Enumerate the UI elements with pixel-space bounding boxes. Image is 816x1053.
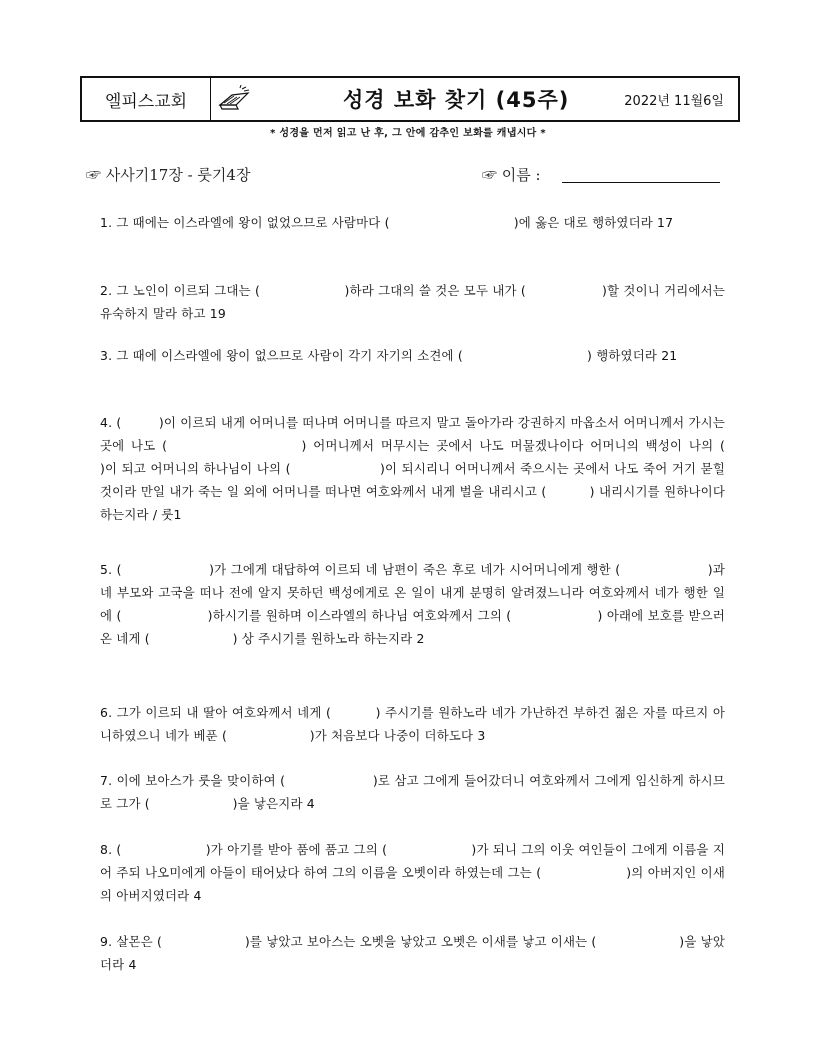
instruction-text: * 성경을 먼저 읽고 난 후, 그 안에 감추인 보화를 캐냅시다 * bbox=[270, 128, 546, 139]
question-9: 9. 살몬은 ( )를 낳았고 보아스는 오벳을 낳았고 오벳은 이새를 낳고 이새는 ( )을 낳았더라 4 bbox=[100, 934, 725, 972]
reading-range: ☞ 사사기17장 - 룻기4장 bbox=[86, 166, 251, 184]
question-2: 2. 그 노인이 이르되 그대는 ( )하라 그대의 쓸 것은 모두 내가 ( )할 것이니 거리에서는 유숙하지 말라 하고 19 bbox=[100, 283, 730, 321]
question-8: 8. ( )가 아기를 받아 품에 품고 그의 ( )가 되니 그의 이웃 여인들이 그에게 이름을 지어 주되 나오미에게 아들이 태어났다 하여 그의 이름을 오벳이라 하였는데 그는 ( )의 아버지인 이새의 아버지였더라 4 bbox=[100, 842, 725, 903]
name-field-line[interactable] bbox=[562, 181, 720, 183]
question-4: 4. ( )이 이르되 내게 어머니를 떠나며 어머니를 따르지 말고 돌아가라 강권하지 마옵소서 어머니께서 가시는 곳에 나도 ( ) 어머니께서 머무시는 곳에서 나도 머물겠나이다 어머니의 백성이 나의 ( )이 되고 어머니의 하나님이 나의 ( )이 되시리니 어머니께서 죽으시는 곳에서 나도 죽어 거기 묻힐 것이라 만일 내가 죽는 일 외에 어머니를 떠나면 여호와께서 내게 벌을 내리시고 ( ) 내리시기를 원하나이다 하는지라 / 룻1 bbox=[100, 415, 808, 522]
question-7: 7. 이에 보아스가 룻을 맞이하여 ( )로 삼고 그에게 들어갔더니 여호와께서 그에게 임신하게 하시므로 그가 ( )을 낳은지라 4 bbox=[100, 773, 725, 811]
question-6: 6. 그가 이르되 내 딸아 여호와께서 네게 ( ) 주시기를 원하노라 네가 가난하건 부하건 젊은 자를 따르지 아니하였으니 네가 베푼 ( )가 처음보다 나중이 더하도다 3 bbox=[100, 705, 725, 743]
question-1: 1. 그 때에는 이스라엘에 왕이 없었으므로 사람마다 ( )에 옳은 대로 행하였더라 17 bbox=[100, 215, 674, 230]
question-5: 5. ( )가 그에게 대답하여 이르되 네 남편이 죽은 후로 네가 시어머니에게 행한 ( )과 네 부모와 고국을 떠나 전에 알지 못하던 백성에게로 온 일이 내게 분명히 알려졌느니라 여호와께서 네가 행한 일에 ( )하시기를 원하며 이스라엘의 하나님 여호와께서 그의 ( ) 아래에 보호를 받으러 온 네게 ( ) 상 주시기를 원하노라 하는지라 2 bbox=[100, 562, 730, 646]
name-label: ☞ 이름 : bbox=[482, 166, 541, 184]
page-title: 성경 보화 찾기 (45주) bbox=[343, 88, 570, 112]
worksheet-date: 2022년 11월6일 bbox=[624, 93, 724, 109]
question-3: 3. 그 때에 이스라엘에 왕이 없으므로 사람이 각기 자기의 소견에 ( ) 행하였더라 21 bbox=[100, 348, 678, 363]
worksheet-header bbox=[80, 76, 740, 122]
open-book-icon bbox=[211, 78, 257, 120]
church-name: 엘피스교회 bbox=[82, 78, 211, 120]
